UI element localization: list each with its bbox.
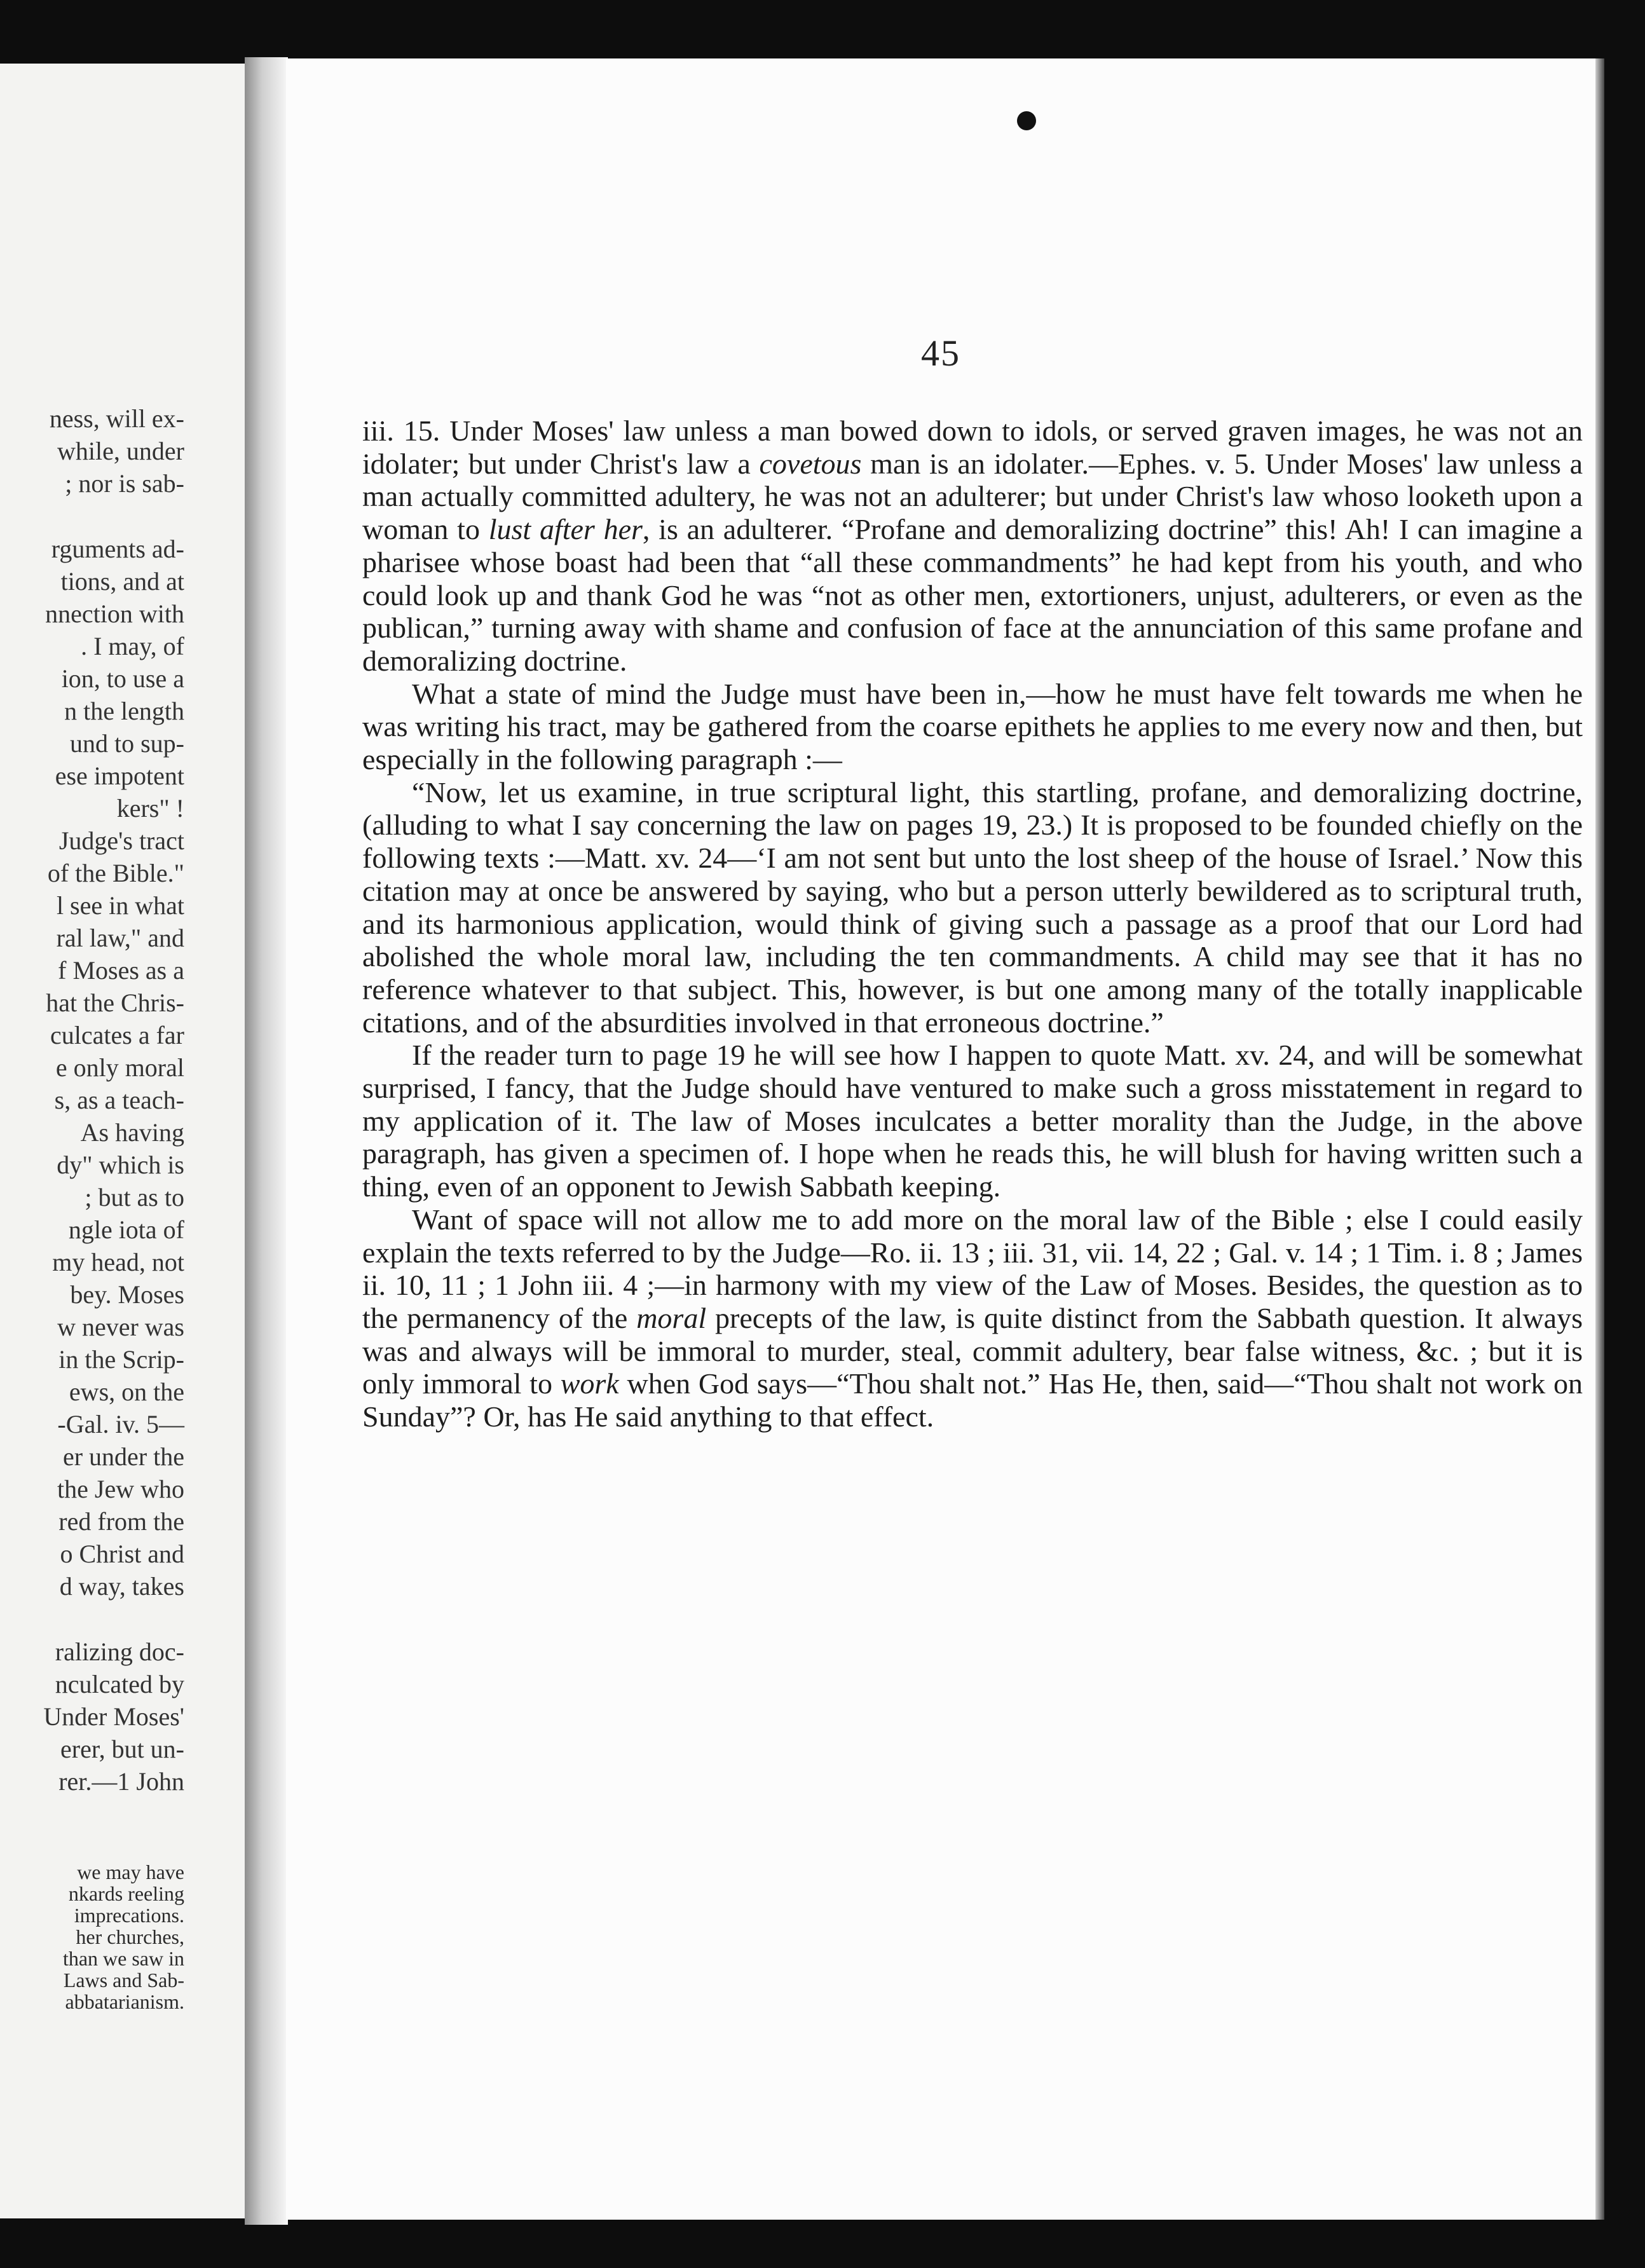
previous-page-line: e only moral <box>55 1053 184 1082</box>
page-edge <box>1595 58 1604 2220</box>
previous-page-line: o Christ and <box>60 1540 184 1568</box>
previous-page-line: ; but as to <box>85 1183 184 1212</box>
previous-page-line: nnection with <box>45 599 184 628</box>
previous-page-line: ness, will ex- <box>49 404 184 433</box>
previous-page-line: erer, but un- <box>60 1735 184 1763</box>
previous-page-footnote-line: than we saw in <box>62 1947 184 1970</box>
text-run: “Now, let us examine, in true scriptural light, this startling, profane, and demoralizing doctrine, (alluding to what I say concerning the law on pages 19, 23.) It is proposed to be founded chiefly on the following texts :—Matt. xv. 24—‘I am not sent but unto the lost sheep of the house of Israel.’ Now this citation may at once be answered by saying, who but a person utterly bewildered as to scriptural truth, and its harmonious application, would think of giving such a passage as a proof that our Lord had abolished the whole moral law, including the ten commandments. A child may see that it has no reference whatever to that subject. This, however, is but one among many of the totally inapplicable citations, and of the absurdities involved in that erroneous doctrine.” <box>362 775 1583 1039</box>
previous-page-line: l see in what <box>56 891 184 920</box>
previous-page-footnotes <box>0 1861 184 2012</box>
previous-page-line: rer.—1 John <box>58 1767 184 1796</box>
book-gutter <box>245 57 288 2225</box>
previous-page-line: in the Scrip- <box>58 1345 184 1374</box>
previous-page-line: the Jew who <box>57 1475 184 1503</box>
previous-page-line: f Moses as a <box>58 956 184 985</box>
previous-page-gap <box>0 1602 184 1636</box>
text-run: What a state of mind the Judge must have been in,—how he must have felt towards me when he was writing his tract, may be gathered from the coarse epithets he applies to me every now and then, but especially in the following paragraph :— <box>362 677 1583 776</box>
previous-page-line: ngle iota of <box>68 1215 184 1244</box>
previous-page-line: d way, takes <box>59 1572 184 1601</box>
previous-page-line: Judge's tract <box>58 826 184 855</box>
text-run: , is an adulterer. “Profane and demoralizing doctrine” this! Ah! I can imagine a pharisee whose boast had been that “all these commandments” he had kept from his youth, and who could look up and thank God he was “not as other men, extortioners, unjust, adulterers, or even as the publican,” turning away with shame and confusion of face at the annunciation of this same profane and demoralizing doctrine. <box>362 513 1583 677</box>
previous-page-line: nculcated by <box>55 1670 184 1698</box>
italic-text: moral <box>636 1301 707 1334</box>
text-run: man is an idolater.—Ephes. v. 5. Under Moses' law unless a man actually committed adultery, he was not an adulterer; but under Christ's law whoso looketh upon a woman to <box>362 447 1583 546</box>
previous-page-line: rguments ad- <box>51 535 184 563</box>
paragraph <box>362 1203 1583 1433</box>
previous-page-line: ral law," and <box>56 924 184 952</box>
previous-page-line: ese impotent <box>55 762 184 790</box>
paragraph <box>362 678 1583 776</box>
text-run: If the reader turn to page 19 he will see how I happen to quote Matt. xv. 24, and will be somewhat surprised, I fancy, that the Judge should have ventured to make such a gross misstatement in regard to my application of it. The law of Moses inculcates a better morality than the Judge, in the above paragraph, has given a specimen of. I hope when he reads this, he will blush for having written such a thing, even of an opponent to Jewish Sabbath keeping. <box>362 1039 1583 1203</box>
previous-page-footnote-line: nkards reeling <box>68 1882 184 1905</box>
current-page <box>286 58 1595 2220</box>
previous-page-line: Under Moses' <box>43 1702 184 1731</box>
previous-page-line: ews, on the <box>69 1377 184 1406</box>
text-run: iii. 15. Under Moses' law unless a man bowed down to idols, or served graven images, he was not an idolater; but under Christ's law a <box>362 414 1583 480</box>
previous-page-line: ion, to use a <box>61 664 184 693</box>
previous-page-line: ; nor is sab- <box>65 469 184 498</box>
previous-page-line: n the length <box>64 697 184 725</box>
ink-spot <box>1017 111 1036 130</box>
previous-page-footnote-line: imprecations. <box>74 1904 184 1927</box>
page-body <box>362 414 1583 1433</box>
previous-page-line: dy" which is <box>57 1151 184 1179</box>
text-run: precepts of the law, is quite distinct from the Sabbath question. It always was and always will be immoral to murder, steal, commit adultery, bear false witness, &c. ; but it is only immoral to <box>362 1301 1583 1400</box>
previous-page-line: of the Bible." <box>47 859 184 887</box>
previous-page-line: my head, not <box>52 1248 184 1276</box>
italic-text: work <box>560 1367 619 1400</box>
previous-page-gap <box>0 500 184 533</box>
page-number: 45 <box>921 332 960 374</box>
paragraph <box>362 776 1583 1039</box>
previous-page-line: bey. Moses <box>70 1280 184 1309</box>
previous-page-line: red from the <box>58 1507 184 1536</box>
paragraph <box>362 1039 1583 1203</box>
previous-page-footnote-line: Laws and Sab- <box>63 1969 184 1991</box>
italic-text: lust after her <box>488 513 643 546</box>
previous-page-line: s, as a teach- <box>54 1086 184 1114</box>
previous-page-line: kers" ! <box>116 794 184 823</box>
previous-page-line: -Gal. iv. 5— <box>57 1410 184 1438</box>
text-run: when God says—“Thou shalt not.” Has He, then, said—“Thou shalt not work on Sunday”? Or, has He said anything to that effect. <box>362 1367 1583 1433</box>
italic-text: covetous <box>759 447 862 480</box>
paragraph <box>362 414 1583 678</box>
previous-page-line: while, under <box>57 437 184 465</box>
previous-page-line: hat the Chris- <box>46 988 184 1017</box>
previous-page-line: ralizing doc- <box>55 1637 184 1666</box>
previous-page-line: er under the <box>62 1442 184 1471</box>
previous-page-line: tions, and at <box>60 567 184 596</box>
previous-page-line: culcates a far <box>50 1021 184 1049</box>
previous-page-line: As having <box>80 1118 184 1147</box>
previous-page-line: w never was <box>57 1313 184 1341</box>
previous-page-footnote-line: we may have <box>77 1861 184 1883</box>
previous-page <box>0 64 245 2218</box>
previous-page-footnote-line: abbatarianism. <box>65 1990 184 2013</box>
previous-page-text <box>0 402 184 1798</box>
previous-page-line: . I may, of <box>81 632 184 660</box>
previous-page-line: und to sup- <box>70 729 184 758</box>
text-run: Want of space will not allow me to add more on the moral law of the Bible ; else I could easily explain the texts referred to by the Judge—Ro. ii. 13 ; iii. 31, vii. 14, 22 ; Gal. v. 14 ; 1 Tim. i. 8 ; James ii. 10, 11 ; 1 John iii. 4 ;—in harmony with my view of the Law of Moses. Besides, the question as to the permanency of the <box>362 1203 1583 1334</box>
previous-page-footnote-line: her churches, <box>76 1925 184 1948</box>
